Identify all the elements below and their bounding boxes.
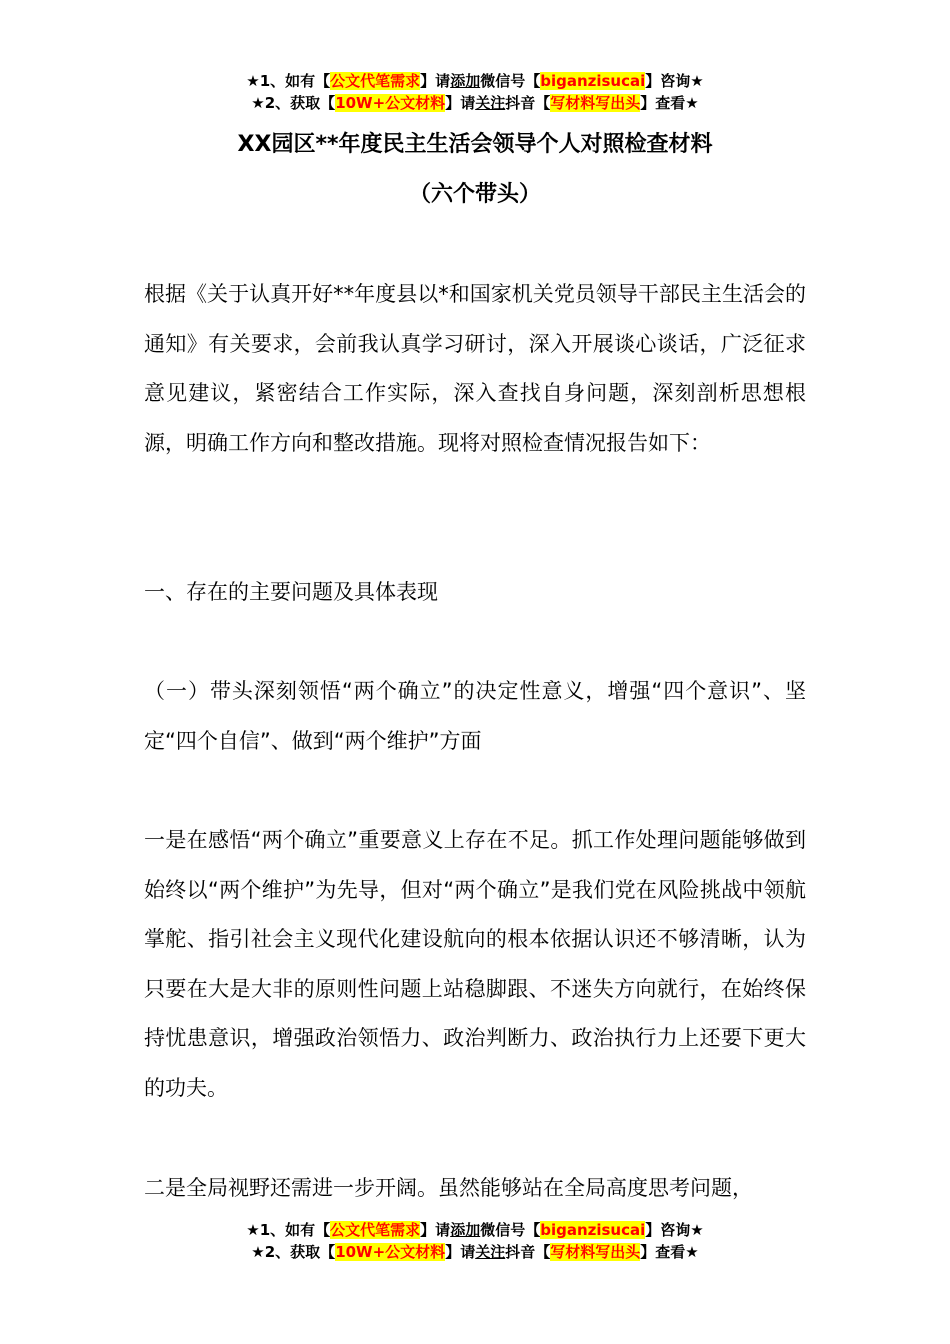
promo-text: 】查看★ [640, 1243, 699, 1261]
promo-line-1 [0, 1219, 950, 1241]
promo-underline: 添加 [450, 72, 481, 90]
promo-text: 】咨询★ [645, 72, 704, 90]
promo-highlight: 公文代笔需求 [330, 72, 421, 90]
promo-text: ★2、获取【 [251, 94, 336, 112]
paragraph-intro: 根据《关于认真开好**年度县以*和国家机关党员领导干部民主生活会的通知》有关要求，会前我认真学习研讨，深入开展谈心谈话，广泛征求意见建议，紧密结合工作实际，深入查找自身问题，深刻剖析思想根源，明确工作方向和整改措施。现将对照检查情况报告如下： [144, 282, 806, 455]
promo-text: 抖音【 [505, 1243, 551, 1261]
promo-wechat-id: biganzisucai [540, 1221, 646, 1239]
promo-banner-top [0, 70, 950, 114]
promo-underline: 关注 [475, 1243, 506, 1261]
promo-wechat-id: biganzisucai [540, 72, 646, 90]
promo-line-1 [0, 70, 950, 92]
promo-douyin-id: 写材料写出头 [550, 1243, 641, 1261]
promo-underline: 关注 [475, 94, 506, 112]
document-subtitle: （六个带头） [408, 182, 541, 207]
promo-douyin-id: 写材料写出头 [550, 94, 641, 112]
promo-text: 微信号【 [480, 1221, 541, 1239]
promo-text: 】查看★ [640, 94, 699, 112]
section-heading: 一、存在的主要问题及具体表现 [144, 580, 438, 604]
promo-text: 】请 [445, 1243, 476, 1261]
promo-highlight: 公文代笔需求 [330, 1221, 421, 1239]
promo-text: ★2、获取【 [251, 1243, 336, 1261]
promo-text: 】请 [420, 1221, 451, 1239]
promo-line-2 [0, 92, 950, 114]
promo-text: 】请 [445, 94, 476, 112]
promo-text: 】请 [420, 72, 451, 90]
promo-highlight: 10W+公文材料 [335, 94, 446, 112]
promo-banner-bottom [0, 1219, 950, 1263]
promo-highlight: 10W+公文材料 [335, 1243, 446, 1261]
promo-text: ★1、如有【 [246, 72, 331, 90]
promo-text: 微信号【 [480, 72, 541, 90]
document-title: XX园区**年度民主生活会领导个人对照检查材料 [237, 132, 713, 157]
paragraph-point-2: 二是全局视野还需进一步开阔。虽然能够站在全局高度思考问题， [144, 1176, 753, 1200]
paragraph-point-1: 一是在感悟“两个确立”重要意义上存在不足。抓工作处理问题能够做到始终以“两个维护”为先导，但对“两个确立”是我们党在风险挑战中领航掌舵、指引社会主义现代化建设航向的根本依据认识还不够清晰，认为只要在大是大非的原则性问题上站稳脚跟、不迷失方向就行，在始终保持忧患意识，增强政治领悟力、政治判断力、政治执行力上还要下更大的功夫。 [144, 828, 806, 1100]
promo-underline: 添加 [450, 1221, 481, 1239]
promo-line-2 [0, 1241, 950, 1263]
promo-text: 】咨询★ [645, 1221, 704, 1239]
subsection-heading: （一）带头深刻领悟“两个确立”的决定性意义，增强“四个意识”、坚定“四个自信”、做到“两个维护”方面 [144, 679, 806, 753]
promo-text: ★1、如有【 [246, 1221, 331, 1239]
promo-text: 抖音【 [505, 94, 551, 112]
